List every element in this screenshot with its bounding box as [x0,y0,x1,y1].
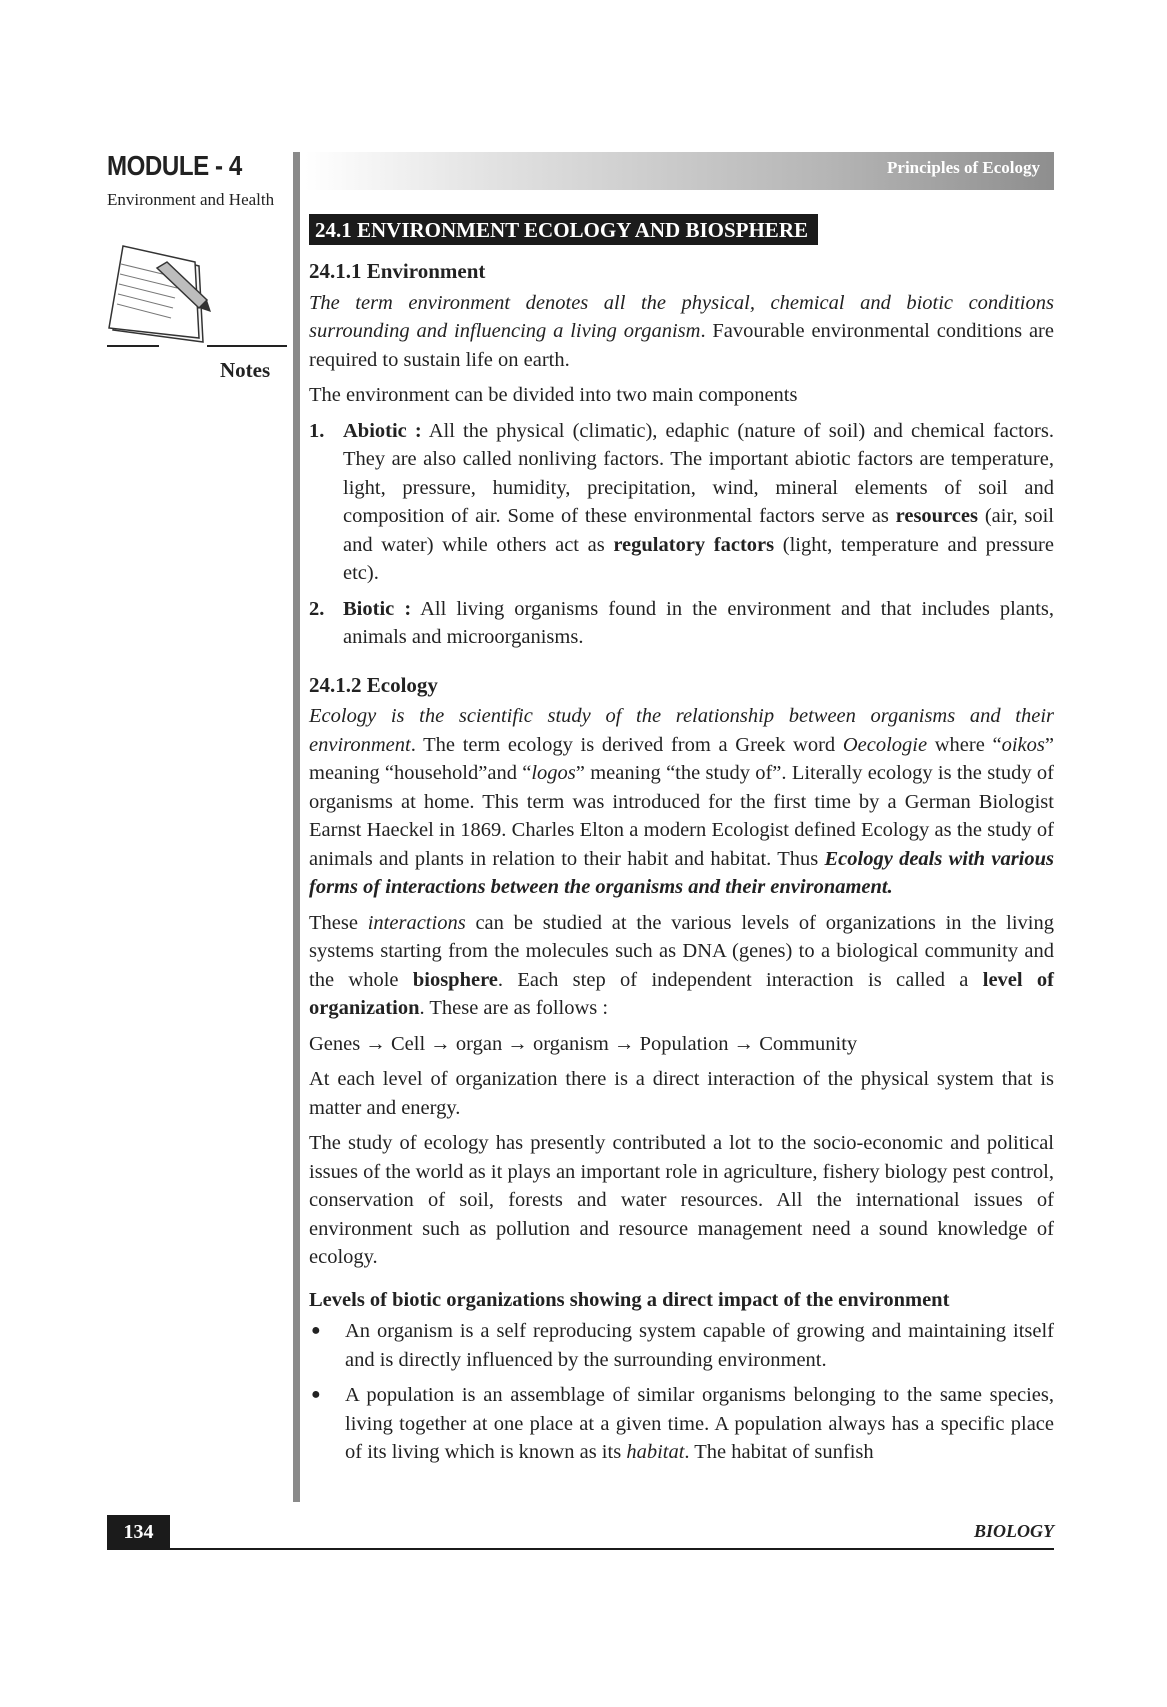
section-heading: 24.1 ENVIRONMENT ECOLOGY AND BIOSPHERE [309,214,818,245]
environment-definition: The term environment denotes all the physical, chemical and biotic conditions surrounding and influencing a living organism. Favourable environmental conditions are required to sustain life on earth. [309,291,1054,371]
chapter-title: Principles of Ecology [887,158,1040,177]
margin-divider [293,152,300,1502]
list-item: ● A population is an assemblage of similar organisms belonging to the same species, living together at one place at a given time. A population always has a specific place of its living which is known as its habitat. The habitat of sunfish [309,1381,1054,1467]
ecology-paragraph-4: The study of ecology has presently contributed a lot to the socio-economic and political issues of the world as it plays an important role in agriculture, fishery biology pest control, conservation of soil, forests and water resources. All the international issues of environment such as pollution and resource management need a sound knowledge of ecology. [309,1132,1054,1268]
module-title: MODULE - 4 [107,150,242,181]
footer-subject: BIOLOGY [974,1521,1054,1541]
organization-sequence: Genes → Cell → organ → organism → Population → Community [309,1032,858,1055]
chapter-header-band [305,152,1054,190]
page-number: 134 [107,1515,170,1549]
bullet-icon: ● [311,1386,321,1403]
environment-heading: 24.1.1 Environment [309,259,486,283]
biotic-item: 2. Biotic : All living organisms found in the environment and that includes plants, animals and microorganisms. [309,597,1054,648]
ecology-paragraph-3: At each level of organization there is a direct interaction of the physical system that is matter and energy. [309,1068,1054,1119]
ecology-paragraph-2: These interactions can be studied at the various levels of organizations in the living systems starting from the molecules such as DNA (genes) to a biological community and the whole biosphere. Each step of independent interaction is called a level of organization. These are as follows : [309,911,1055,1019]
ecology-paragraph-1: Ecology is the scientific study of the relationship between organisms and their environment. The term ecology is derived from a Greek word Oecologie where “oikos” meaning “household”and “logos” meaning “the study of”. Literally ecology is the study of organisms at home. This term was introduced for the first time by a German Biologist Earnst Haeckel in 1869. Charles Elton a modern Ecologist defined Ecology as the study of animals and plants in relation to their habit and habitat. Thus Ecology deals with various forms of interactions between the organisms and their environament. [309,705,1054,898]
ecology-heading: 24.1.2 Ecology [309,672,438,697]
abiotic-item: 1. Abiotic : All the physical (climatic), edaphic (nature of soil) and chemical factors. They are also called nonliving factors. The important abiotic factors are temperature, light, pressure, humidity, precipitation, wind, mineral elements of soil and composition of air. Some of these environmental factors serve as resources (air, soil and water) while others act as regulatory factors (light, temperature and pressure etc). [309,419,1055,584]
list-item: ● An organism is a self reproducing system capable of growing and maintaining itself and is directly influenced by the surrounding environment. [309,1317,1054,1374]
notes-label: Notes [220,358,271,382]
main-content [309,214,1054,1474]
footer-rule [107,1548,1054,1550]
bullet-icon: ● [311,1322,321,1339]
components-intro: The environment can be divided into two main components [309,384,798,406]
levels-heading: Levels of biotic organizations showing a direct impact of the environment [309,1288,950,1311]
notebook-pencil-icon [107,244,287,354]
module-subtitle: Environment and Health [107,190,275,209]
